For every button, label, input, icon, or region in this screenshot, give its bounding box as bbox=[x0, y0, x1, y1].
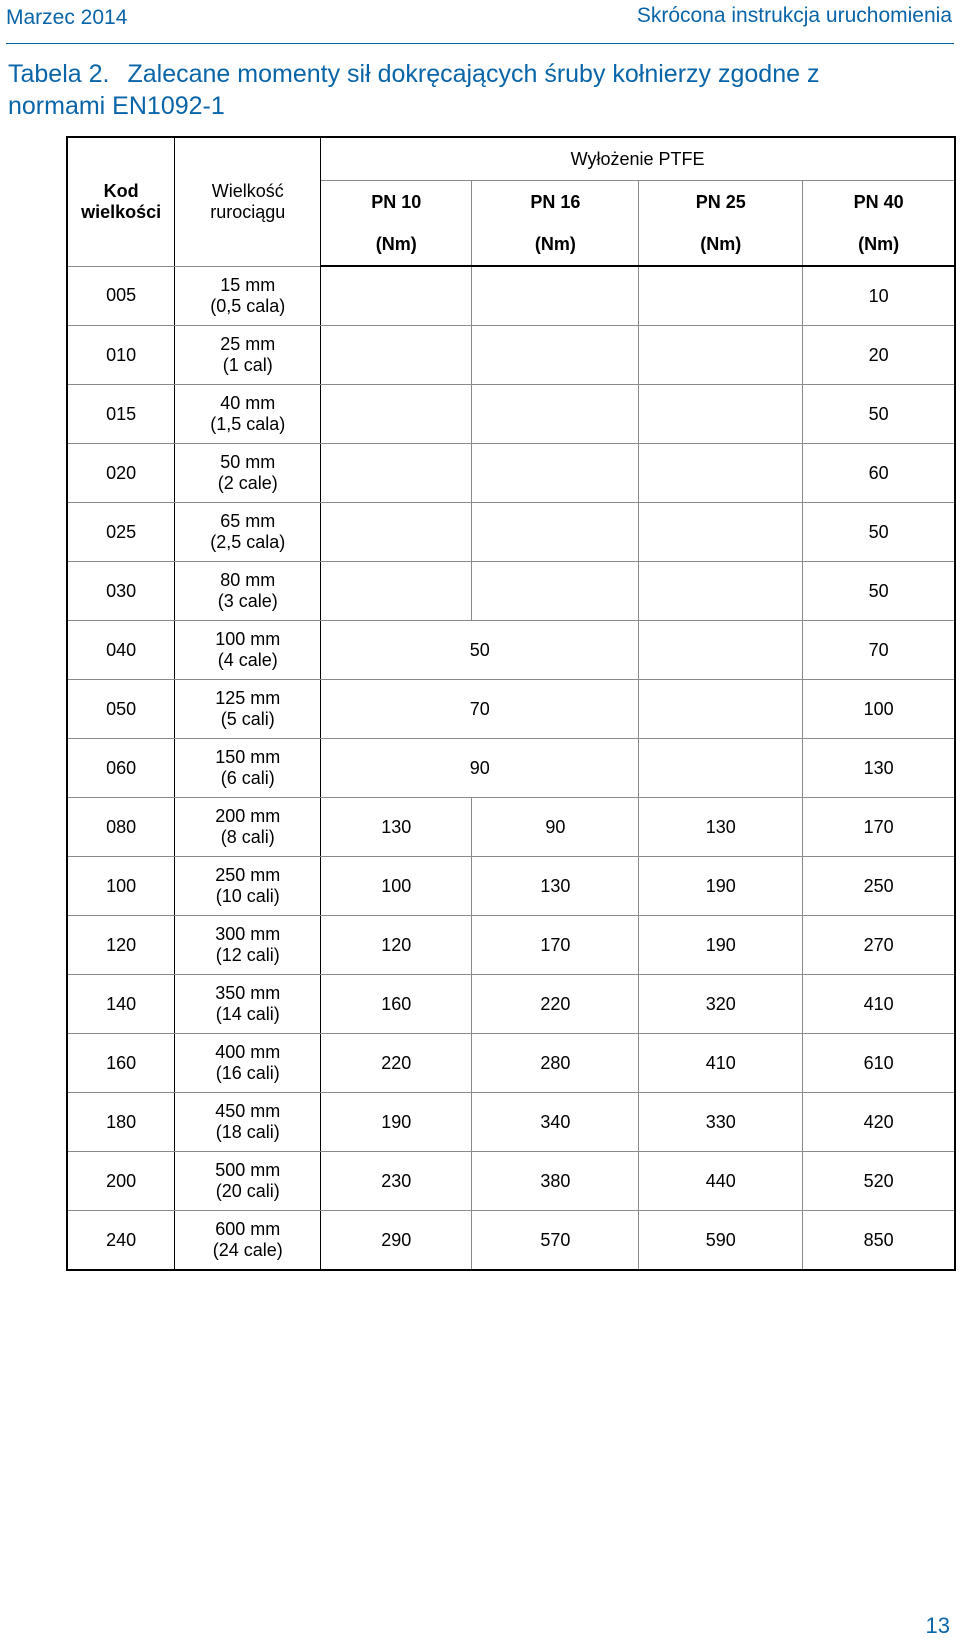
header-unit-3: (Nm) bbox=[803, 223, 955, 266]
torque-cell-pn25 bbox=[639, 621, 803, 680]
pipe-size-cell bbox=[175, 1152, 321, 1211]
torque-cell-pn40: 410 bbox=[803, 975, 955, 1034]
torque-cell-pn25: 410 bbox=[639, 1034, 803, 1093]
pipe-size-mm: 15 mm bbox=[220, 274, 276, 295]
size-code-cell: 240 bbox=[67, 1211, 175, 1271]
pipe-size-cell bbox=[175, 975, 321, 1034]
torque-cell-pn25 bbox=[639, 385, 803, 444]
torque-cell-pn10: 160 bbox=[321, 975, 472, 1034]
pipe-size-cell bbox=[175, 680, 321, 739]
torque-cell-pn40: 130 bbox=[803, 739, 955, 798]
torque-cell-pn25: 590 bbox=[639, 1211, 803, 1271]
table-row bbox=[67, 385, 955, 444]
pipe-size-cell bbox=[175, 621, 321, 680]
pipe-size-mm: 25 mm bbox=[220, 334, 276, 354]
pipe-size-mm: 400 mm bbox=[215, 1042, 281, 1062]
torque-cell-pn25 bbox=[639, 266, 803, 326]
size-code-cell: 160 bbox=[67, 1034, 175, 1093]
table-row bbox=[67, 680, 955, 739]
header-divider bbox=[6, 43, 954, 44]
pipe-size-mm: 100 mm bbox=[215, 629, 281, 649]
pipe-size-inch: (24 cale) bbox=[212, 1240, 283, 1260]
size-code-cell: 100 bbox=[67, 857, 175, 916]
header-date: Marzec 2014 bbox=[6, 6, 128, 29]
torque-cell-pn25 bbox=[639, 562, 803, 621]
pipe-size-cell bbox=[175, 503, 321, 562]
torque-cell-pn25 bbox=[639, 503, 803, 562]
page-number: 13 bbox=[925, 1613, 950, 1638]
torque-cell-pn40: 610 bbox=[803, 1034, 955, 1093]
pipe-size-mm: 350 mm bbox=[215, 983, 281, 1003]
torque-cell-pn40: 420 bbox=[803, 1093, 955, 1152]
pipe-size-inch: (8 cali) bbox=[220, 827, 275, 847]
table-row bbox=[67, 1211, 955, 1271]
torque-cell-pn16: 340 bbox=[472, 1093, 639, 1152]
torque-cell-pn40: 250 bbox=[803, 857, 955, 916]
pipe-size-cell bbox=[175, 266, 321, 326]
table-row bbox=[67, 916, 955, 975]
header-unit-2: (Nm) bbox=[639, 223, 803, 266]
torque-cell-pn16 bbox=[472, 444, 639, 503]
header-pn-0: PN 10 bbox=[321, 181, 472, 224]
torque-cell-pn16 bbox=[472, 326, 639, 385]
pipe-size-inch: (3 cale) bbox=[217, 591, 278, 611]
size-code-cell: 005 bbox=[67, 266, 175, 326]
torque-cell-pn16: 570 bbox=[472, 1211, 639, 1271]
torque-cell-pn40: 50 bbox=[803, 562, 955, 621]
torque-table bbox=[66, 136, 956, 1271]
table-row bbox=[67, 266, 955, 326]
pipe-size-mm: 50 mm bbox=[220, 452, 276, 472]
pipe-size-cell bbox=[175, 739, 321, 798]
header-unit-0: (Nm) bbox=[321, 223, 472, 266]
torque-cell-pn40: 60 bbox=[803, 444, 955, 503]
torque-cell-pn16 bbox=[472, 503, 639, 562]
torque-cell-pn25 bbox=[639, 739, 803, 798]
table-row bbox=[67, 857, 955, 916]
header-pn-2: PN 25 bbox=[639, 181, 803, 224]
torque-cell-pn10: 290 bbox=[321, 1211, 472, 1271]
size-code-cell: 080 bbox=[67, 798, 175, 857]
torque-cell-pn40: 50 bbox=[803, 385, 955, 444]
torque-cell-pn10: 230 bbox=[321, 1152, 472, 1211]
pipe-size-cell bbox=[175, 1211, 321, 1271]
torque-cell-pn40: 50 bbox=[803, 503, 955, 562]
torque-cell-pn10-pn16: 90 bbox=[321, 739, 639, 798]
torque-cell-pn40: 70 bbox=[803, 621, 955, 680]
pipe-size-mm: 250 mm bbox=[215, 865, 281, 885]
torque-cell-pn40: 270 bbox=[803, 916, 955, 975]
pipe-size-mm: 80 mm bbox=[220, 570, 276, 590]
pipe-size-cell bbox=[175, 326, 321, 385]
pipe-size-inch: (1 cal) bbox=[222, 355, 273, 375]
torque-cell-pn10: 130 bbox=[321, 798, 472, 857]
pipe-size-inch: (14 cali) bbox=[215, 1004, 280, 1024]
torque-cell-pn10 bbox=[321, 385, 472, 444]
size-code-cell: 060 bbox=[67, 739, 175, 798]
torque-cell-pn40: 10 bbox=[803, 266, 955, 326]
pipe-size-mm: 600 mm bbox=[215, 1219, 281, 1239]
torque-cell-pn16 bbox=[472, 562, 639, 621]
table-row bbox=[67, 798, 955, 857]
table-row bbox=[67, 1034, 955, 1093]
torque-cell-pn16: 380 bbox=[472, 1152, 639, 1211]
torque-cell-pn10-pn16: 50 bbox=[321, 621, 639, 680]
header-size-code: Kod wielkości bbox=[67, 137, 175, 266]
torque-cell-pn10 bbox=[321, 444, 472, 503]
pipe-size-mm: 300 mm bbox=[215, 924, 281, 944]
pipe-size-mm: 450 mm bbox=[215, 1101, 281, 1121]
size-code-cell: 050 bbox=[67, 680, 175, 739]
table-number: Tabela 2. bbox=[8, 60, 110, 88]
torque-cell-pn10: 220 bbox=[321, 1034, 472, 1093]
torque-cell-pn10 bbox=[321, 562, 472, 621]
torque-cell-pn25: 320 bbox=[639, 975, 803, 1034]
table-row bbox=[67, 1152, 955, 1211]
header-pn-1: PN 16 bbox=[472, 181, 639, 224]
torque-cell-pn10: 120 bbox=[321, 916, 472, 975]
table-row bbox=[67, 975, 955, 1034]
size-code-cell: 180 bbox=[67, 1093, 175, 1152]
torque-cell-pn16: 170 bbox=[472, 916, 639, 975]
size-code-cell: 140 bbox=[67, 975, 175, 1034]
torque-cell-pn40: 520 bbox=[803, 1152, 955, 1211]
pipe-size-inch: (18 cali) bbox=[215, 1122, 280, 1142]
torque-cell-pn16 bbox=[472, 385, 639, 444]
pipe-size-mm: 40 mm bbox=[220, 393, 276, 413]
table-row bbox=[67, 326, 955, 385]
torque-cell-pn25: 190 bbox=[639, 916, 803, 975]
torque-cell-pn10: 100 bbox=[321, 857, 472, 916]
pipe-size-inch: (4 cale) bbox=[217, 650, 278, 670]
pipe-size-mm: 500 mm bbox=[215, 1160, 281, 1180]
pipe-size-cell bbox=[175, 798, 321, 857]
pipe-size-inch: (12 cali) bbox=[215, 945, 280, 965]
pipe-size-inch: (1,5 cala) bbox=[210, 414, 286, 434]
pipe-size-mm: 150 mm bbox=[215, 747, 281, 767]
torque-cell-pn25: 190 bbox=[639, 857, 803, 916]
torque-cell-pn16 bbox=[472, 266, 639, 326]
header-unit-1: (Nm) bbox=[472, 223, 639, 266]
torque-cell-pn25: 440 bbox=[639, 1152, 803, 1211]
pipe-size-cell bbox=[175, 916, 321, 975]
pipe-size-cell bbox=[175, 385, 321, 444]
torque-cell-pn16: 280 bbox=[472, 1034, 639, 1093]
torque-cell-pn16: 90 bbox=[472, 798, 639, 857]
pipe-size-cell bbox=[175, 1034, 321, 1093]
header-ptfe-lining: Wyłożenie PTFE bbox=[321, 137, 955, 181]
torque-cell-pn25: 330 bbox=[639, 1093, 803, 1152]
torque-cell-pn16: 220 bbox=[472, 975, 639, 1034]
torque-cell-pn10 bbox=[321, 503, 472, 562]
torque-cell-pn10-pn16: 70 bbox=[321, 680, 639, 739]
torque-cell-pn10 bbox=[321, 266, 472, 326]
pipe-size-mm: 200 mm bbox=[215, 806, 281, 826]
pipe-size-cell bbox=[175, 1093, 321, 1152]
torque-cell-pn16: 130 bbox=[472, 857, 639, 916]
torque-cell-pn25 bbox=[639, 444, 803, 503]
pipe-size-inch: (10 cali) bbox=[215, 886, 280, 906]
size-code-cell: 200 bbox=[67, 1152, 175, 1211]
pipe-size-inch: (2,5 cala) bbox=[210, 532, 286, 552]
pipe-size-mm: 125 mm bbox=[215, 688, 281, 708]
torque-cell-pn10 bbox=[321, 326, 472, 385]
pipe-size-inch: (16 cali) bbox=[215, 1063, 280, 1083]
header-pn-3: PN 40 bbox=[803, 181, 955, 224]
table-row bbox=[67, 739, 955, 798]
table-title: Zalecane momenty sił dokręcających śruby kołnierzy zgodne z normami EN1092-1 bbox=[8, 60, 820, 120]
size-code-cell: 030 bbox=[67, 562, 175, 621]
table-row bbox=[67, 503, 955, 562]
pipe-size-inch: (0,5 cala) bbox=[210, 295, 286, 316]
size-code-cell: 025 bbox=[67, 503, 175, 562]
size-code-cell: 010 bbox=[67, 326, 175, 385]
table-row bbox=[67, 444, 955, 503]
pipe-size-mm: 65 mm bbox=[220, 511, 276, 531]
pipe-size-cell bbox=[175, 562, 321, 621]
header-pipe-size: Wielkość rurociągu bbox=[175, 137, 321, 266]
table-row bbox=[67, 1093, 955, 1152]
pipe-size-inch: (2 cale) bbox=[217, 473, 278, 493]
size-code-cell: 120 bbox=[67, 916, 175, 975]
torque-cell-pn40: 170 bbox=[803, 798, 955, 857]
table-caption bbox=[8, 58, 908, 122]
torque-cell-pn40: 100 bbox=[803, 680, 955, 739]
torque-cell-pn25 bbox=[639, 680, 803, 739]
size-code-cell: 020 bbox=[67, 444, 175, 503]
torque-cell-pn40: 20 bbox=[803, 326, 955, 385]
torque-cell-pn25: 130 bbox=[639, 798, 803, 857]
pipe-size-cell bbox=[175, 857, 321, 916]
size-code-cell: 040 bbox=[67, 621, 175, 680]
pipe-size-inch: (6 cali) bbox=[220, 768, 275, 788]
table-row bbox=[67, 621, 955, 680]
pipe-size-inch: (5 cali) bbox=[220, 709, 275, 729]
torque-cell-pn40: 850 bbox=[803, 1211, 955, 1271]
torque-cell-pn25 bbox=[639, 326, 803, 385]
table-row bbox=[67, 562, 955, 621]
pipe-size-inch: (20 cali) bbox=[215, 1181, 280, 1201]
header-document-title: Skrócona instrukcja uruchomienia bbox=[636, 4, 952, 27]
torque-cell-pn10: 190 bbox=[321, 1093, 472, 1152]
pipe-size-cell bbox=[175, 444, 321, 503]
size-code-cell: 015 bbox=[67, 385, 175, 444]
